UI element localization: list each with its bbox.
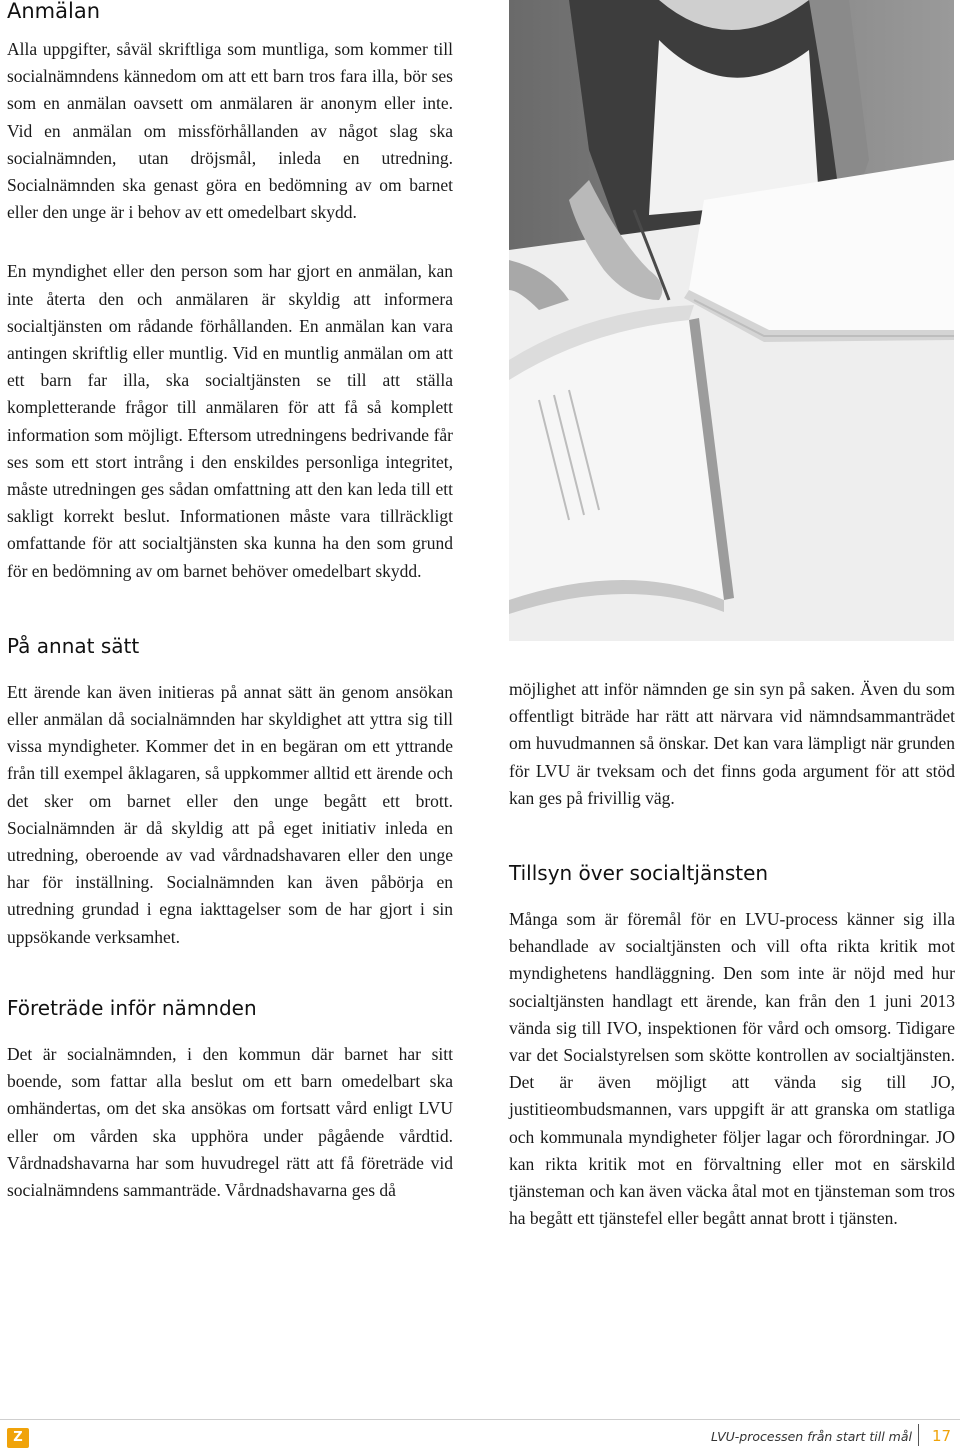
left-column — [7, 0, 453, 1204]
heading-foretrade: Företräde inför nämnden — [7, 995, 257, 1020]
paragraph-annat-satt: Ett ärende kan även initieras på annat sätt än genom ansökan eller anmälan då socialnämnden har skyldighet att yttra sig till vissa myndigheter. Kommer det in en begäran om ett yttrande från till exempel åklagaren, så uppkommer alltid ett ärende och det sker om barnet eller den unge begått ett brott. Socialnämnden är då skyldig att på eget initiativ inleda en utredning, oberoende av vad vårdnadshavaren eller den unge har för inställning. Socialnämnden kan även påbörja en utredning grundad i egna iakttagelser som de har gjort i sin uppsökande verksamhet. — [7, 681, 453, 947]
page-number: 17 — [932, 1427, 952, 1445]
paragraph-foretrade: Det är socialnämnden, i den kommun där barnet har sitt boende, som fattar alla beslut om ett barn omedelbart ska omhändertas, om det ska ansökas om fortsatt vård enligt LVU eller om vården ska upphöra under pågående vårdtid. Vårdnadshavarna har som huvudregel rätt att få företräde vid socialnämndens sammanträde. Vårdnadshavarna ges då — [7, 1043, 453, 1200]
footer-separator — [918, 1424, 919, 1446]
heading-anmalan: Anmälan — [7, 0, 101, 23]
paragraph-anmalan-1: Alla uppgifter, såväl skriftliga som muntliga, som kommer till socialnämndens kännedom om att ett barn tros fara illa, bör ses som en anmälan oavsett om anmälaren är anonym eller inte. Vid en anmälan om missförhållanden av något slag ska socialnämnden, utan dröjsmål, inleda en utredning. Socialnämnden ska genast göra en bedömning av om barnet eller den unge är i behov av ett omedelbart skydd. — [7, 39, 453, 223]
photo-documents — [509, 0, 954, 641]
right-column — [509, 676, 955, 1232]
publisher-logo: Z — [7, 1428, 29, 1448]
paragraph-foretrade-continued: möjlighet att inför nämnden ge sin syn på saken. Även du som offentligt biträde har rätt att närvara vid nämndsammanträdet om huvudmannen så önskar. Det kan vara lämpligt när grunden för LVU är tveksam och det finns goda argument för att stöd kan ges på frivillig väg. — [509, 679, 955, 808]
footer-title: LVU-processen från start till mål — [711, 1429, 912, 1444]
heading-annat-satt: På annat sätt — [7, 633, 140, 658]
paragraph-tillsyn: Många som är föremål för en LVU-process känner sig illa behandlade av socialtjänsten och vill ofta rikta kritik mot myndighetens handläggning. Den som inte är nöjd med hur socialtjänsten handlagt ett ärende, kan från den 1 juni 2013 vända sig till IVO, inspektionen för vård och omsorg. Tidigare var det Socialstyrelsen som skötte kontrollen av socialtjänsten. Det är även möjligt att vända sig till JO, justitieombudsmannen, vars uppgift är att granska om statliga och kommunala myndigheter följer lagar och förordningar. JO kan rikta kritik mot en förvaltning eller mot en särskild tjänsteman och kan även väcka åtal mot en tjänsteman som tros ha begått ett tjänstefel eller begått annat brott i tjänsten. — [509, 909, 955, 1229]
paragraph-anmalan-2: En myndighet eller den person som har gjort en anmälan, kan inte återta den och anmälaren är skyldig att informera socialtjänsten om rådande förhållanden. En anmälan kan vara antingen skriftlig eller muntlig. Vid en muntlig anmälan om att ett barn far illa, ska socialtjänsten se till att ställa kompletterande frågor till anmälaren för att få så komplett information som möjligt. Eftersom utredningens bedrivande får ses som ett stort intrång i den enskildes personliga integritet, måste utredningen ges sådan omfattning att den kan leda till ett sakligt korrekt beslut. Informationen måste vara tillräckligt omfattande för att socialtjänsten ska kunna ha den som grund för en bedömning av om barnet behöver omedelbart skydd. — [7, 261, 453, 581]
photo-illustration — [509, 0, 954, 641]
footer-divider — [0, 1419, 960, 1420]
heading-tillsyn: Tillsyn över socialtjänsten — [509, 861, 769, 886]
